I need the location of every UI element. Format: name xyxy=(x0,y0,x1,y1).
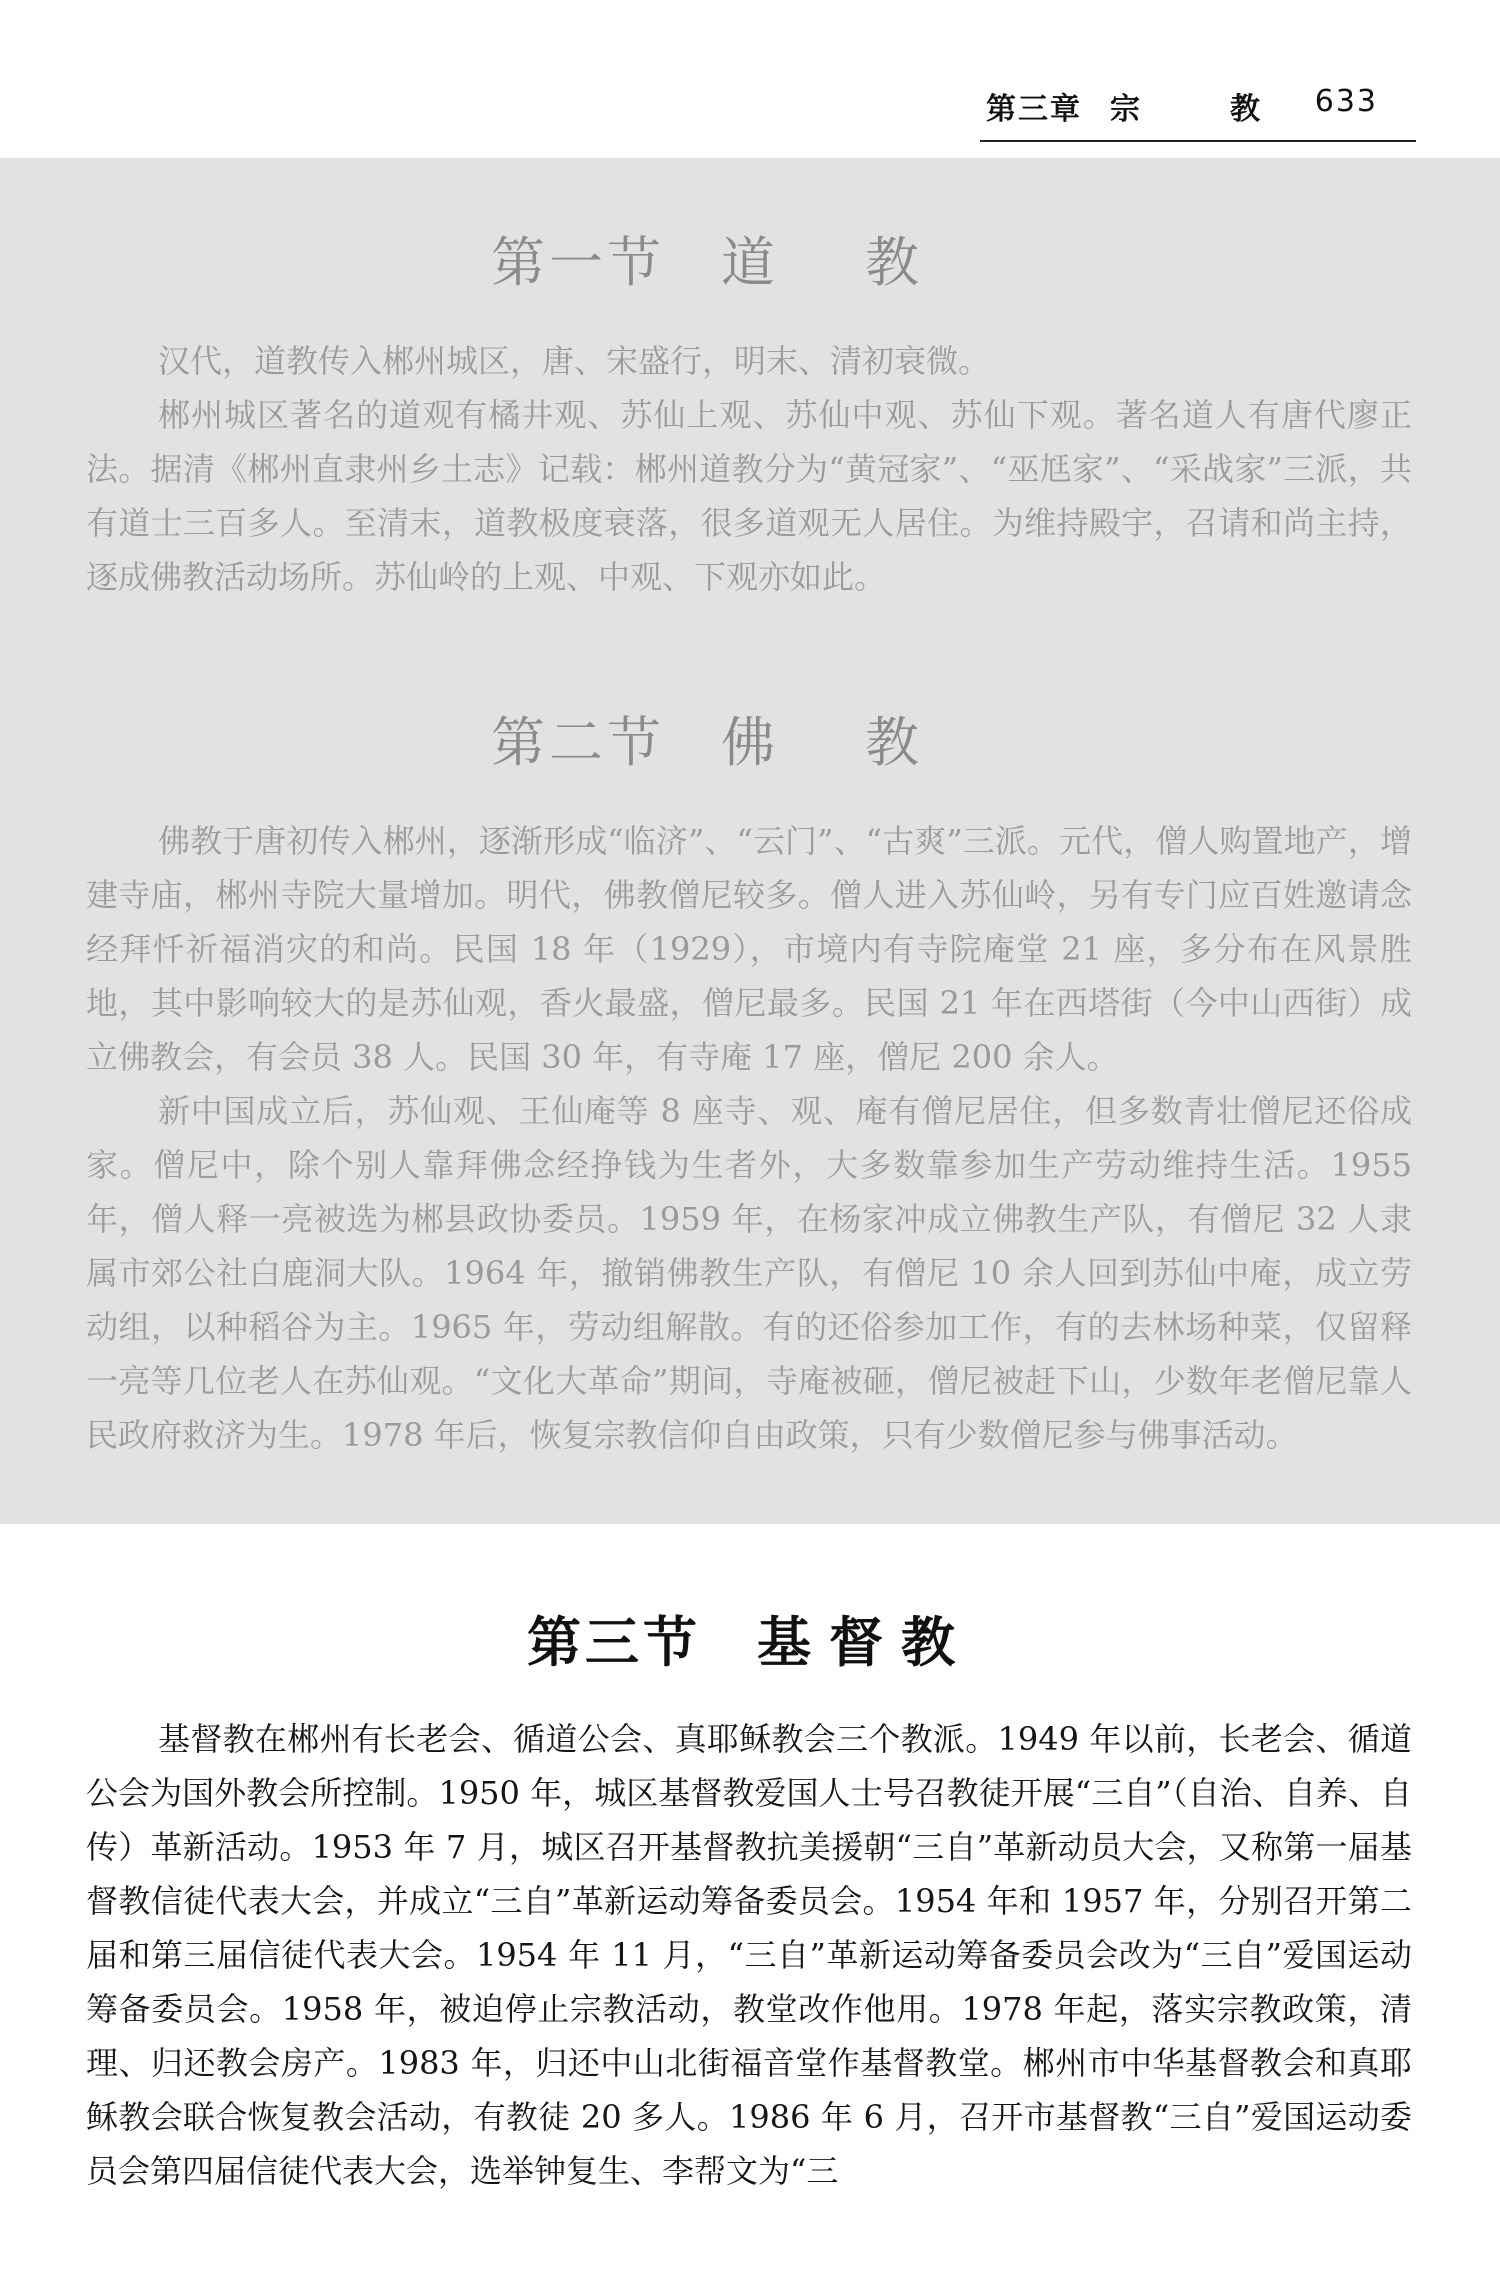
section-body-christianity xyxy=(86,1712,1412,2198)
section-title-daoism xyxy=(0,220,1500,297)
section-title-buddhism xyxy=(0,700,1500,777)
paragraph: 新中国成立后，苏仙观、王仙庵等 8 座寺、观、庵有僧尼居住，但多数青壮僧尼还俗成家。僧尼中，除个别人靠拜佛念经挣钱为生者外，大多数靠参加生产劳动维持生活。1955 年，僧人释一亮被选为郴县政协委员。1959 年，在杨家冲成立佛教生产队，有僧尼 32 人隶属市郊公社白鹿洞大队。1964 年，撤销佛教生产队，有僧尼 10 余人回到苏仙中庵，成立劳动组，以种稻谷为主。1965 年，劳动组解散。有的还俗参加工作，有的去林场种菜，仅留释一亮等几位老人在苏仙观。“文化大革命”期间，寺庵被砸，僧尼被赶下山，少数年老僧尼靠人民政府救济为生。1978 年后，恢复宗教信仰自由政策，只有少数僧尼参与佛事活动。 xyxy=(86,1092,1412,1454)
paragraph: 基督教在郴州有长老会、循道公会、真耶稣教会三个教派。1949 年以前，长老会、循道公会为国外教会所控制。1950 年，城区基督教爱国人士号召教徒开展“三自”（自治、自养、自传）革新活动。1953 年 7 月，城区召开基督教抗美援朝“三自”革新动员大会，又称第一届基督教信徒代表大会，并成立“三自”革新运动筹备委员会。1954 年和 1957 年，分别召开第二届和第三届信徒代表大会。1954 年 11 月，“三自”革新运动筹备委员会改为“三自”爱国运动筹备委员会。1958 年，被迫停止宗教活动，教堂改作他用。1978 年起，落实宗教政策，清理、归还教会房产。1983 年，归还中山北街福音堂作基督教堂。郴州市中华基督教会和真耶稣教会联合恢复教会活动，有教徒 20 多人。1986 年 6 月，召开市基督教“三自”爱国运动委员会第四届信徒代表大会，选举钟复生、李帮文为“三 xyxy=(86,1720,1412,2190)
paragraph: 郴州城区著名的道观有橘井观、苏仙上观、苏仙中观、苏仙下观。著名道人有唐代廖正法。据清《郴州直隶州乡土志》记载：郴州道教分为“黄冠家”、“巫尪家”、“采战家”三派，共有道士三百多人。至清末，道教极度衰落，很多道观无人居住。为维持殿宇，召请和尚主持，逐成佛教活动场所。苏仙岭的上观、中观、下观亦如此。 xyxy=(86,396,1412,596)
section-body-daoism xyxy=(86,334,1412,604)
chapter-title-part1: 宗 xyxy=(1110,92,1142,127)
section-name: 基督教 xyxy=(757,1610,973,1674)
section-body-buddhism xyxy=(86,814,1412,1462)
section-name: 佛教 xyxy=(721,711,1009,774)
chapter-label: 第三章 xyxy=(986,92,1082,127)
chapter-title-part2: 教 xyxy=(1230,92,1262,127)
section-number: 第一节 xyxy=(491,231,665,294)
paragraph: 佛教于唐初传入郴州，逐渐形成“临济”、“云门”、“古爽”三派。元代，僧人购置地产，增建寺庙，郴州寺院大量增加。明代，佛教僧尼较多。僧人进入苏仙岭，另有专门应百姓邀请念经拜忏祈福消灾的和尚。民国 18 年（1929），市境内有寺院庵堂 21 座，多分布在风景胜地，其中影响较大的是苏仙观，香火最盛，僧尼最多。民国 21 年在西塔街（今中山西街）成立佛教会，有会员 38 人。民国 30 年，有寺庵 17 座，僧尼 200 余人。 xyxy=(86,822,1412,1076)
page-number: 633 xyxy=(1314,84,1378,119)
section-number: 第三节 xyxy=(527,1610,701,1674)
section-number: 第二节 xyxy=(491,711,665,774)
paragraph: 汉代，道教传入郴州城区，唐、宋盛行，明末、清初衰微。 xyxy=(158,342,991,380)
section-title-christianity xyxy=(0,1600,1500,1677)
faded-sections-block xyxy=(0,158,1500,1524)
running-header xyxy=(980,80,1416,142)
section-name: 道教 xyxy=(721,231,1009,294)
